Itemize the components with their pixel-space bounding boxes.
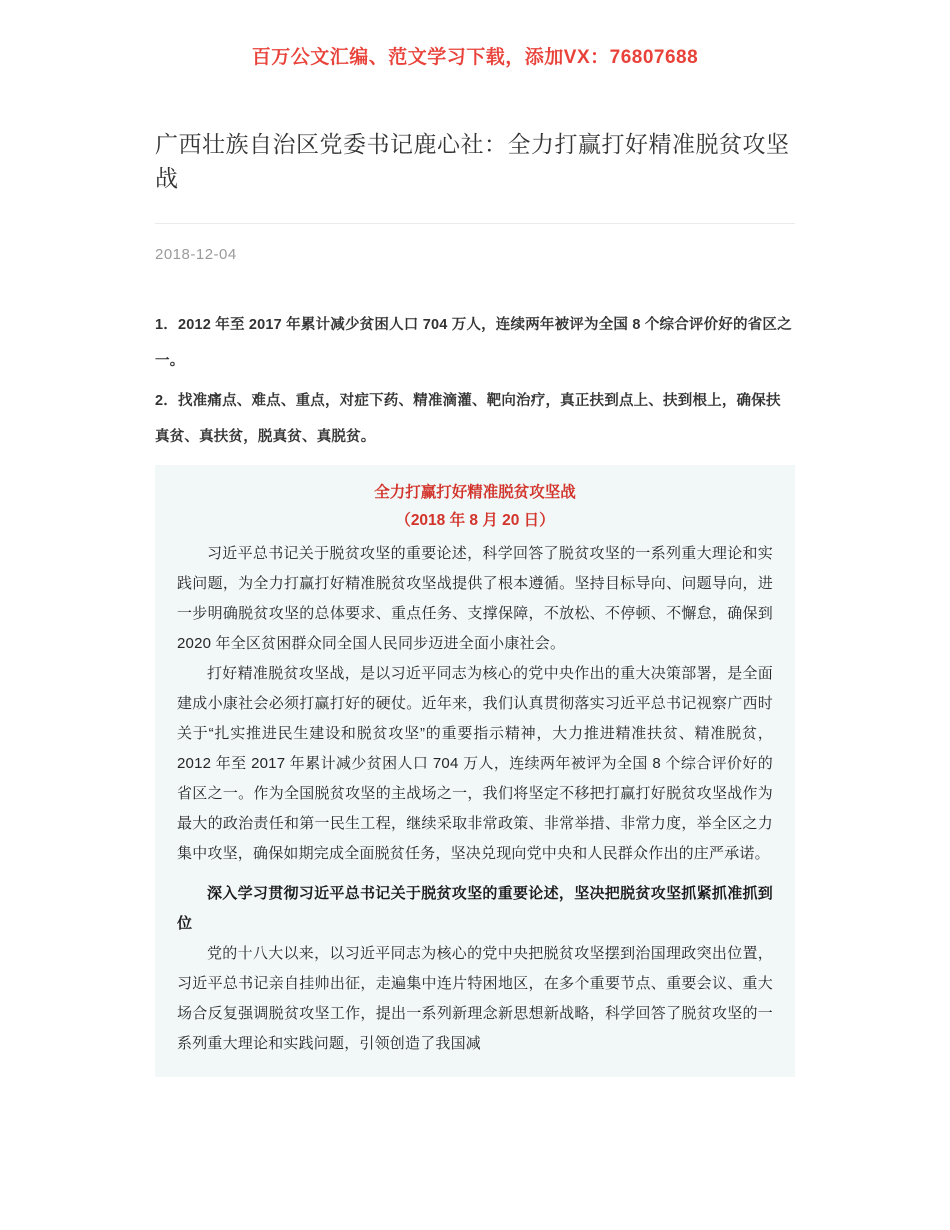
excerpt-paragraph: 党的十八大以来，以习近平同志为核心的党中央把脱贫攻坚摆到治国理政突出位置，习近平总书记亲自挂帅出征，走遍集中连片特困地区，在多个重要节点、重要会议、重大场合反复强调脱贫攻坚工作，提出一系列新理念新思想新战略，科学回答了脱贫攻坚的一系列重大理论和实践问题，引领创造了我国减 bbox=[177, 945, 773, 1052]
summary-block bbox=[155, 307, 795, 455]
publish-date: 2018-12-04 bbox=[155, 246, 237, 263]
excerpt-subtitle: （2018 年 8 月 20 日） bbox=[395, 512, 555, 529]
excerpt-subheading: 深入学习贯彻习近平总书记关于脱贫攻坚的重要论述，坚决把脱贫攻坚抓紧抓准抓到位 bbox=[177, 885, 773, 932]
excerpt-paragraph: 习近平总书记关于脱贫攻坚的重要论述，科学回答了脱贫攻坚的一系列重大理论和实践问题，为全力打赢打好精准脱贫攻坚战提供了根本遵循。坚持目标导向、问题导向，进一步明确脱贫攻坚的总体要求、重点任务、支撑保障，不放松、不停顿、不懈怠，确保到 2020 年全区贫困群众同全国人民同步迈进全面小康社会。 bbox=[177, 545, 773, 652]
promo-banner: 百万公文汇编、范文学习下载，添加VX：76807688 bbox=[251, 47, 699, 68]
excerpt-title: 全力打赢打好精准脱贫攻坚战 bbox=[374, 484, 576, 501]
title-divider bbox=[155, 223, 795, 224]
document-content bbox=[155, 79, 795, 1077]
page-title: 广西壮族自治区党委书记鹿心社：全力打赢打好精准脱贫攻坚战 bbox=[155, 131, 790, 191]
summary-point: 2．找准痛点、难点、重点，对症下药、精准滴灌、靶向治疗，真正扶到点上、扶到根上，确保扶真贫、真扶贫，脱真贫、真脱贫。 bbox=[155, 393, 781, 445]
excerpt-paragraph: 打好精准脱贫攻坚战，是以习近平同志为核心的党中央作出的重大决策部署，是全面建成小康社会必须打赢打好的硬仗。近年来，我们认真贯彻落实习近平总书记视察广西时关于“扎实推进民生建设和脱贫攻坚”的重要指示精神，大力推进精准扶贫、精准脱贫，2012 年至 2017 年累计减少贫困人口 704 万人，连续两年被评为全国 8 个综合评价好的省区之一。作为全国脱贫攻坚的主战场之一，我们将坚定不移把打赢打好脱贫攻坚战作为最大的政治责任和第一民生工程，继续采取非常政策、非常举措、非常力度，举全区之力集中攻坚，确保如期完成全面脱贫任务，坚决兑现向党中央和人民群众作出的庄严承诺。 bbox=[177, 665, 773, 862]
summary-point: 1．2012 年至 2017 年累计减少贫困人口 704 万人，连续两年被评为全国 8 个综合评价好的省区之一。 bbox=[155, 317, 792, 369]
excerpt-box bbox=[155, 465, 795, 1077]
